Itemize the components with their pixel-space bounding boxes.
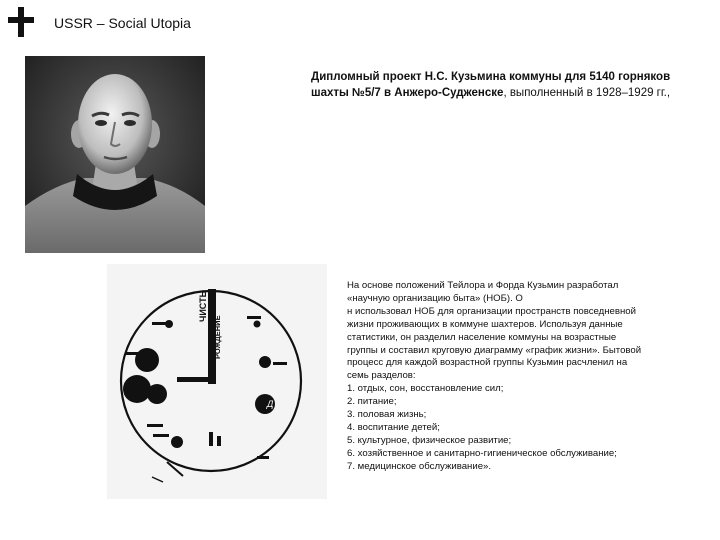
body-line: 4. воспитание детей; [347,421,440,433]
body-line: группы и составил круговую диаграмму «график жизни». Бытовой [347,344,642,356]
description-text [347,280,717,474]
disc [171,436,183,448]
photo-caption [311,69,706,101]
body-line: 2. питание; [347,396,397,408]
body-line: 5. культурное, физическое развитие; [347,434,512,446]
disc [259,356,271,368]
disc [254,321,261,328]
body-line: статистики, он разделил население коммуны на возрастные [347,331,617,343]
body-line: 7. медицинское обслуживание». [347,460,492,472]
body-line: 1. отдых, сон, восстановление сил; [347,383,504,395]
body-line: н использовал НОБ для организации пространств повседневной [347,305,636,317]
body-line: «научную организацию быта» (НОБ). О [347,292,523,304]
body-line: жизни проживающих в коммуне шахтеров. Используя данные [347,318,623,330]
label-d: Д [267,399,274,409]
body-line: 3. половая жизнь; [347,409,427,421]
body-line: 6. хозяйственное и санитарно-гигиеническое обслуживание; [347,447,617,459]
label-top: ЧИСТЬ [198,290,208,322]
disc [135,348,159,372]
label-birth: РОЖДЕНИЕ [213,315,222,359]
body-line: семь разделов: [347,370,416,382]
page-title: USSR – Social Utopia [54,15,191,31]
portrait-photo [25,56,205,253]
disc [147,384,167,404]
plus-icon [8,7,34,37]
disc [123,375,151,403]
body-line: процесс для каждой возрастной группы Кузьмин расчленил на [347,357,628,369]
body-line: На основе положений Тейлора и Форда Кузьмин разработал [347,280,619,291]
life-schedule-diagram [107,264,327,499]
disc [165,320,173,328]
caption-bold: Дипломный проект Н.С. Кузьмина коммуны для 5140 горняков шахты №5/7 в Анжеро-Судженске [311,71,671,99]
caption-regular: , выполненный в 1928–1929 гг., [503,87,671,99]
